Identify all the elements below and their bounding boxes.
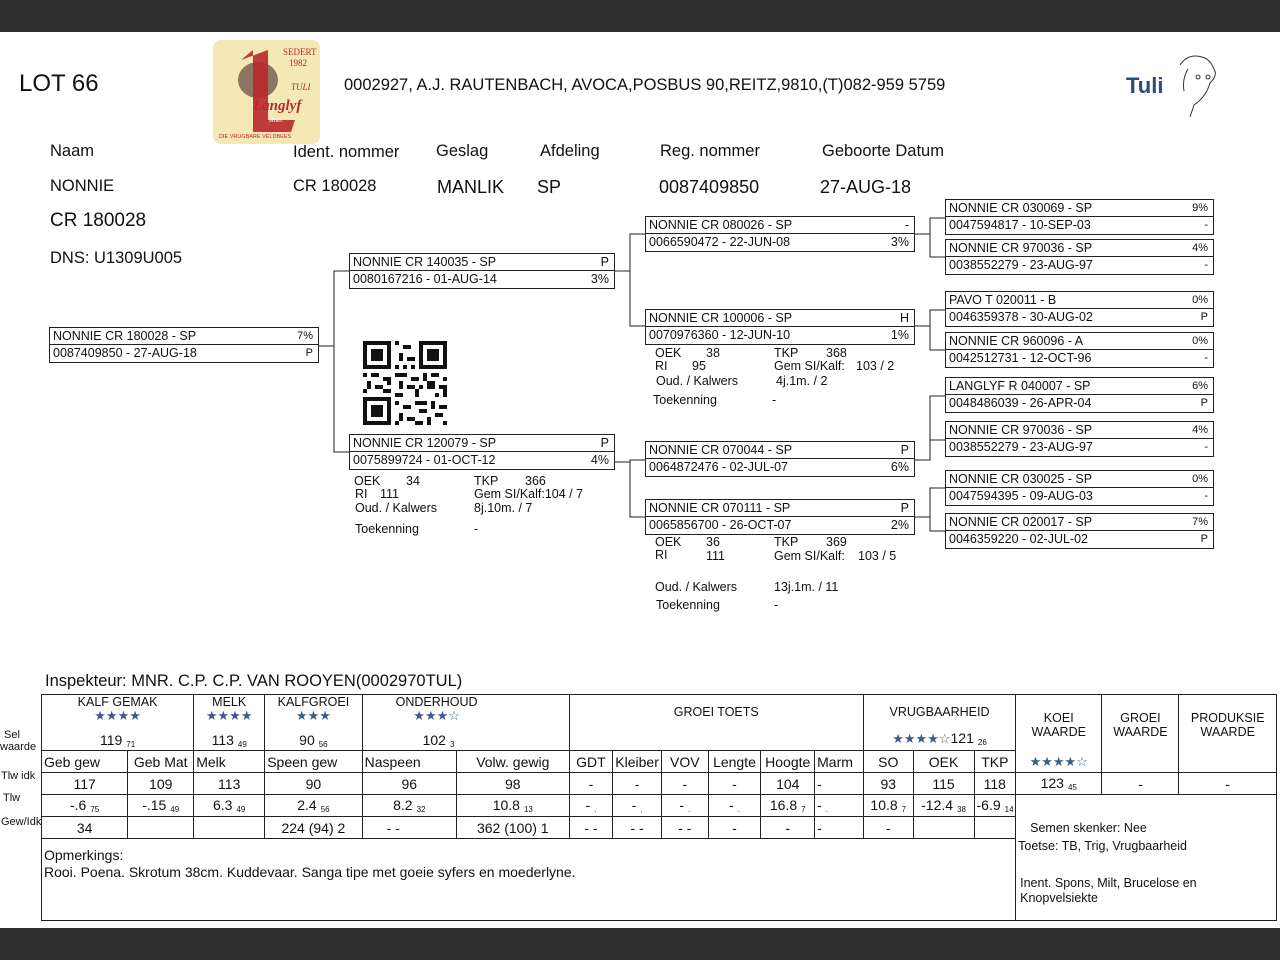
- pedigree-ggp-1-mark: -: [1204, 259, 1208, 271]
- head-geb-mat: Geb Mat: [128, 751, 194, 773]
- sd-toek: -: [772, 393, 777, 407]
- table-tlw-idk-12: 93: [863, 773, 913, 795]
- table-tlw-idk-14: 118: [974, 773, 1016, 795]
- dam-mark: P: [600, 436, 609, 450]
- sd-oek-label: OEK: [655, 346, 682, 360]
- pedigree-ggp-2-name: PAVO T 020011 - B: [949, 293, 1057, 307]
- col-kalf-gemak: [42, 695, 194, 731]
- table-tlw-9: -: [729, 797, 734, 813]
- dd-oek-label: OEK: [655, 535, 682, 549]
- head-so: SO: [863, 751, 913, 773]
- sire-mark: P: [600, 255, 609, 269]
- dd-oek: 36: [706, 535, 720, 549]
- self-name: NONNIE CR 180028 - SP: [53, 329, 197, 343]
- pedigree-ggp-5: [945, 377, 1214, 413]
- pedigree-ggp-6-pct: 0%: [1192, 473, 1208, 485]
- table-sel-melk: 113: [211, 731, 234, 748]
- table-tlw-s-2: 49: [236, 805, 246, 814]
- dam-oek: 34: [406, 474, 420, 488]
- pedigree-ggp-4-mark: P: [1200, 397, 1208, 409]
- dd-gem: 103 / 5: [858, 549, 897, 563]
- dam-oek-label: OEK: [354, 474, 381, 488]
- label-reg: Reg. nommer: [660, 142, 760, 160]
- prod-idk: -: [1179, 773, 1277, 795]
- head-marm: Marm: [815, 751, 864, 773]
- pedigree-ggp-8: [945, 513, 1214, 549]
- head-volw-gewig: Volw. gewig: [456, 751, 569, 773]
- self-reg: 0087409850 - 27-AUG-18: [53, 346, 197, 360]
- pedigree-ggp-7-pct: 7%: [1192, 516, 1208, 528]
- table-tlw-idk-11: -: [815, 773, 864, 795]
- pedigree-ggp-5-mark: -: [1204, 441, 1208, 453]
- performance-table: [41, 694, 1277, 921]
- sd-tkp-label: TKP: [774, 346, 799, 360]
- gew-row: [42, 817, 1277, 839]
- table-gew-4: - -: [362, 817, 456, 839]
- pedigree-ggp-1-pct: 4%: [1192, 242, 1208, 254]
- kalf-sel: [42, 731, 194, 751]
- dam-toek: -: [474, 522, 479, 536]
- kalfgroei-sel: [265, 731, 362, 751]
- ss-name: NONNIE CR 080026 - SP: [649, 218, 793, 232]
- dam-pct: 4%: [590, 453, 609, 467]
- table-gew-12: -: [863, 817, 913, 839]
- pedigree-ggp-5-pct: 4%: [1192, 424, 1208, 436]
- pedigree-ss: [645, 216, 915, 252]
- table-tlw-s-12: 7: [901, 805, 907, 814]
- animal-geboorte: 27-AUG-18: [820, 177, 912, 197]
- label-geslag: Geslag: [436, 142, 489, 160]
- pedigree-ggp-3-mark: -: [1204, 352, 1208, 364]
- table-sel-onderhoud-s: 3: [449, 739, 455, 749]
- head-tkp: TKP: [974, 751, 1016, 773]
- animal-naam: NONNIE: [50, 177, 115, 195]
- koei-idk: [1016, 773, 1102, 795]
- vrug-stars: ★★★★☆: [892, 731, 951, 746]
- ss-pct: 3%: [890, 235, 909, 249]
- table-sel-melk-s: 49: [237, 739, 247, 749]
- pedigree-ggp-3-name: NONNIE CR 960096 - A: [949, 334, 1084, 348]
- sd-oud: 4j.1m. / 2: [776, 374, 828, 388]
- logo-since: SEDERT: [283, 47, 317, 57]
- pedigree-self: [49, 327, 319, 363]
- table-tlw-idk-2: 113: [194, 773, 265, 795]
- animal-dns: DNS: U1309U005: [50, 249, 183, 267]
- sd-pct: 1%: [890, 328, 909, 342]
- tlw-row: [42, 795, 1277, 817]
- toetse: Toetse: TB, Trig, Vrugbaarheid: [1018, 838, 1187, 853]
- table-sel-kalf-s: 71: [126, 739, 136, 749]
- col-produksie-waarde: PRODUKSIE WAARDE: [1179, 695, 1277, 773]
- table-tlw-idk-6: -: [569, 773, 613, 795]
- table-tlw-14: -6.9: [976, 797, 1001, 813]
- logo-stoet: stoet: [269, 116, 283, 124]
- pedigree-ggp-0-pct: 9%: [1192, 202, 1208, 214]
- table-groups-onderhoud: ONDERHOUD: [395, 695, 478, 709]
- pedigree-ggp-4-reg: 0048486039 - 26-APR-04: [949, 396, 1092, 410]
- label-afdeling: Afdeling: [540, 142, 600, 160]
- table-tlw-7: -: [631, 797, 637, 813]
- table-gew-8: - -: [661, 817, 708, 839]
- head-kleiber: Kleiber: [613, 751, 662, 773]
- side-waarde: waarde: [0, 741, 37, 753]
- head-speen-gew: Speen gew: [265, 751, 362, 773]
- sd-gem: 103 / 2: [856, 359, 895, 373]
- remarks-label: Opmerkings:: [44, 847, 124, 863]
- sd-reg: 0070976360 - 12-JUN-10: [649, 328, 791, 342]
- table-gew-0: 34: [42, 817, 128, 839]
- col-vrugbaarheid: [863, 695, 1015, 751]
- head-lengte: Lengte: [708, 751, 761, 773]
- dd-name: NONNIE CR 070111 - SP: [649, 501, 791, 515]
- dd-ri-label: RI: [655, 548, 668, 562]
- table-tlw-idk-3: 90: [265, 773, 362, 795]
- table-groups-koei: KOEI WAARDE: [1031, 711, 1086, 739]
- sd-ri-label: RI: [655, 359, 668, 373]
- dd-oud: 13j.1m. / 11: [774, 580, 839, 594]
- dd-tkp-label: TKP: [774, 535, 799, 549]
- table-gew-6: - -: [569, 817, 613, 839]
- pedigree-ggp-2-pct: 0%: [1192, 294, 1208, 306]
- table-gew-10: -: [761, 817, 815, 839]
- logo-motto: DIE VRUGBARE VELDBEES: [219, 134, 292, 140]
- dam-oud-label: Oud. / Kalwers: [355, 501, 437, 515]
- table-gew-14: [974, 817, 1016, 839]
- dd-tkp: 369: [826, 535, 847, 549]
- side-gew: Gew/Idk: [1, 816, 42, 828]
- table-tlw-s-14: 14: [1004, 805, 1014, 814]
- dam-ri-label: RI: [355, 487, 368, 501]
- tlw-idk-row: [42, 773, 1277, 795]
- animal-cr: CR 180028: [50, 210, 147, 231]
- sd-name: NONNIE CR 100006 - SP: [649, 311, 793, 325]
- table-tlw-11: -: [817, 797, 822, 813]
- table-tlw-3: 2.4: [297, 797, 317, 813]
- pedigree-ggp-0-reg: 0047594817 - 10-SEP-03: [949, 218, 1091, 232]
- pedigree-dam: [349, 434, 615, 470]
- sd-oud-label: Oud. / Kalwers: [656, 374, 738, 388]
- table-koei-idk: 123: [1040, 775, 1064, 791]
- col-kalfgroei: [265, 695, 362, 731]
- groei-idk: -: [1102, 773, 1179, 795]
- table-tlw-idk-8: -: [661, 773, 708, 795]
- head-hoogte: Hoogte: [761, 751, 815, 773]
- dam-gem: Gem SI/Kalf:104 / 7: [474, 487, 584, 501]
- pedigree-ggp-7: [945, 470, 1214, 506]
- pedigree-ggp-5-name: NONNIE CR 970036 - SP: [949, 423, 1093, 437]
- logo-brand: Langlyf: [253, 98, 302, 114]
- table-tlw-0: -.6: [69, 797, 87, 813]
- pedigree-ggp-6: [945, 421, 1214, 457]
- table-gew-7: - -: [613, 817, 662, 839]
- pedigree-ggp-7-name: NONNIE CR 020017 - SP: [949, 515, 1093, 529]
- pedigree-ggp-1: [945, 199, 1214, 235]
- table-tlw-s-7: .: [640, 805, 643, 814]
- owner-line: 0002927, A.J. RAUTENBACH, AVOCA,POSBUS 90,REITZ,9810,(T)082-959 5759: [344, 76, 946, 94]
- dd-reg: 0065856700 - 26-OCT-07: [649, 518, 792, 532]
- pedigree-ggp-6-reg: 0047594395 - 09-AUG-03: [949, 489, 1093, 503]
- col-groei-toets: GROEI TOETS: [569, 695, 863, 751]
- dd-mark: P: [900, 501, 909, 515]
- sire-name: NONNIE CR 140035 - SP: [353, 255, 497, 269]
- side-tlw-idk: Tlw idk: [1, 770, 36, 782]
- onderhoud-sel: [362, 731, 569, 751]
- table-gew-3: 224 (94) 2: [265, 817, 362, 839]
- pedigree-ggp-1-reg: 0038552279 - 23-AUG-97: [949, 258, 1093, 272]
- semen-skenker: Semen skenker: Nee: [1016, 817, 1277, 839]
- lot-number: LOT 66: [19, 70, 99, 97]
- table-tlw-idk-1: 109: [128, 773, 194, 795]
- pedigree-ggp-4: [945, 332, 1214, 368]
- sd-gem-label: Gem SI/Kalf:: [774, 359, 845, 373]
- dd-toek: -: [774, 598, 779, 612]
- ds-mark: P: [900, 443, 909, 457]
- table-tlw-12: 10.8: [870, 797, 898, 813]
- col-melk: [194, 695, 265, 731]
- dam-toek-label: Toekenning: [355, 522, 419, 536]
- pedigree-ggp-0-mark: -: [1204, 219, 1208, 231]
- table-tlw-s-1: 49: [170, 805, 180, 814]
- self-mark: P: [305, 347, 313, 359]
- table-gew-9: -: [708, 817, 761, 839]
- table-tlw-10: 16.8: [769, 797, 798, 813]
- logo-tuli: TULI: [291, 82, 311, 92]
- melk-stars: ★★★★: [205, 708, 253, 723]
- table-groups-vrug: VRUGBAARHEID: [889, 705, 990, 719]
- animal-ident: CR 180028: [293, 177, 377, 195]
- remarks-row: [42, 839, 1277, 921]
- dam-tkp-label: TKP: [474, 474, 499, 488]
- ds-reg: 0064872476 - 02-JUL-07: [649, 460, 788, 474]
- table-tlw-s-0: 75: [90, 805, 100, 814]
- dam-oud: 8j.10m. / 7: [474, 501, 533, 515]
- pedigree-ggp-3-pct: 0%: [1192, 335, 1208, 347]
- table-tlw-4: 8.2: [393, 797, 413, 813]
- table-gew-1: [128, 817, 194, 839]
- self-pct: 7%: [297, 330, 313, 342]
- table-tlw-6: -: [585, 797, 591, 813]
- sire-reg: 0080167216 - 01-AUG-14: [353, 272, 497, 286]
- col-onderhoud: [362, 695, 569, 731]
- dam-reg: 0075899724 - 01-OCT-12: [353, 453, 496, 467]
- logo-year: 1982: [289, 58, 307, 68]
- table-tlw-s-5: 13: [523, 805, 533, 814]
- kalfgroei-stars: ★★★: [295, 708, 331, 723]
- col-koei-waarde: [1016, 695, 1102, 773]
- head-vov: VOV: [661, 751, 708, 773]
- table-tlw-s-6: .: [594, 805, 597, 814]
- table-gew-5: 362 (100) 1: [456, 817, 569, 839]
- ss-reg: 0066590472 - 22-JUN-08: [649, 235, 791, 249]
- table-sel-kalf: 119: [99, 731, 123, 748]
- table-tlw-13: -12.4: [921, 797, 954, 813]
- animal-afdeling: SP: [537, 177, 562, 197]
- pedigree-ds: [645, 441, 915, 477]
- dd-pct: 2%: [890, 518, 909, 532]
- onderhoud-stars: ★★★☆: [413, 708, 460, 723]
- pedigree-ggp-2: [945, 239, 1214, 275]
- side-tlw: Tlw: [3, 792, 21, 804]
- sd-tkp: 368: [826, 346, 847, 360]
- tuli-logo-text: Tuli: [1126, 73, 1164, 98]
- vrug-sel-sub: 26: [977, 738, 987, 747]
- dd-toek-label: Toekenning: [656, 598, 720, 612]
- ds-name: NONNIE CR 070044 - SP: [649, 443, 793, 457]
- inent: Inent. Spons, Milt, Brucelose en Knopvelsiekte: [1020, 875, 1197, 905]
- pedigree-ggp-0-name: NONNIE CR 030069 - SP: [949, 201, 1093, 215]
- label-ident: Ident. nommer: [293, 143, 400, 161]
- table-tlw-idk-10: 104: [761, 773, 815, 795]
- inspector: Inspekteur: MNR. C.P. C.P. VAN ROOYEN(0002970TUL): [45, 672, 463, 690]
- table-tlw-s-3: 56: [320, 805, 330, 814]
- pedigree-ggp-5-reg: 0038552279 - 23-AUG-97: [949, 440, 1093, 454]
- sd-oek: 38: [706, 346, 720, 360]
- table-tlw-8: -: [679, 797, 684, 813]
- dd-oud-label: Oud. / Kalwers: [655, 580, 737, 594]
- table-koei-idk-s: 45: [1067, 783, 1077, 792]
- table-sel-kalfgroei: 90: [299, 731, 315, 748]
- koei-stars: ★★★★☆: [1029, 754, 1088, 769]
- table-gew-11: -: [815, 817, 864, 839]
- table-tlw-idk-13: 115: [913, 773, 974, 795]
- table-sel-kalfgroei-s: 56: [318, 739, 328, 749]
- pedigree-ggp-6-mark: -: [1204, 490, 1208, 502]
- pedigree-ggp-4-name: LANGLYF R 040007 - SP: [949, 379, 1091, 393]
- pedigree-dd: [645, 499, 915, 535]
- pedigree-ggp-3: [945, 291, 1214, 327]
- pedigree-ggp-2-reg: 0046359378 - 30-AUG-02: [949, 310, 1093, 324]
- table-tlw-1: -.15: [142, 797, 167, 813]
- pedigree-sire: [349, 253, 615, 289]
- label-geboorte: Geboorte Datum: [822, 142, 944, 160]
- table-sel-onderhoud: 102: [422, 731, 446, 748]
- table-tlw-idk-9: -: [708, 773, 761, 795]
- head-naspeen: Naspeen: [362, 751, 456, 773]
- pedigree-ggp-1-name: NONNIE CR 970036 - SP: [949, 241, 1093, 255]
- table-tlw-s-4: 32: [416, 805, 426, 814]
- table-tlw-s-8: .: [687, 805, 691, 814]
- pedigree-ggp-2-mark: P: [1200, 311, 1208, 323]
- pedigree-ggp-7-reg: 0046359220 - 02-JUL-02: [949, 532, 1088, 546]
- pedigree-ggp-7-mark: P: [1200, 533, 1208, 545]
- table-tlw-idk-0: 117: [42, 773, 128, 795]
- head-geb-gew: Geb gew: [42, 751, 128, 773]
- table-gew-2: [194, 817, 265, 839]
- table-tlw-idk-7: -: [613, 773, 662, 795]
- dd-gem-label: Gem SI/Kalf:: [774, 549, 845, 563]
- qr-code: [362, 341, 448, 425]
- pedigree-sd: [645, 309, 915, 345]
- animal-reg: 0087409850: [659, 177, 760, 197]
- table-groups-kalf: KALF GEMAK: [77, 695, 158, 709]
- pedigree-ggp-4-pct: 6%: [1192, 380, 1208, 392]
- sd-ri: 95: [692, 359, 706, 373]
- table-gew-13: [913, 817, 974, 839]
- pedigree-ggp-6-name: NONNIE CR 030025 - SP: [949, 472, 1093, 486]
- sire-pct: 3%: [590, 272, 609, 286]
- table-groups-kalfgroei: KALFGROEI: [277, 695, 350, 709]
- table-tlw-idk-4: 96: [362, 773, 456, 795]
- melk-sel: [194, 731, 265, 751]
- sd-mark: H: [899, 311, 909, 325]
- dam-name: NONNIE CR 120079 - SP: [353, 436, 497, 450]
- table-tlw-s-9: .: [737, 805, 740, 814]
- remarks-text: Rooi. Poena. Skrotum 38cm. Kuddevaar. Sanga tipe met goeie syfers en moederlyne.: [44, 864, 576, 880]
- table-tlw-idk-5: 98: [456, 773, 569, 795]
- table-groups-melk: MELK: [212, 695, 247, 709]
- head-gdt: GDT: [569, 751, 613, 773]
- dd-ri: 111: [706, 549, 726, 563]
- col-groei-waarde: GROEI WAARDE: [1102, 695, 1179, 773]
- dam-ri: 111: [380, 487, 400, 501]
- ds-pct: 6%: [890, 460, 909, 474]
- side-sel: Sel: [4, 729, 20, 741]
- table-tlw-s-10: 7: [801, 805, 806, 814]
- table-tlw-s-11: .: [825, 805, 829, 814]
- label-naam: Naam: [50, 142, 95, 160]
- pedigree-ggp-3-reg: 0042512731 - 12-OCT-96: [949, 351, 1092, 365]
- sd-toek-label: Toekenning: [653, 393, 717, 407]
- table-tlw-s-13: 38: [957, 805, 966, 814]
- animal-geslag: MANLIK: [437, 177, 505, 197]
- table-tlw-5: 10.8: [492, 797, 520, 813]
- table-tlw-2: 6.3: [213, 797, 233, 813]
- head-oek: OEK: [913, 751, 974, 773]
- ss-mark: -: [904, 218, 909, 232]
- kalf-stars: ★★★★: [94, 708, 141, 723]
- dam-tkp: 366: [525, 474, 546, 488]
- vrug-sel: 121: [950, 730, 974, 746]
- head-melk: Melk: [194, 751, 265, 773]
